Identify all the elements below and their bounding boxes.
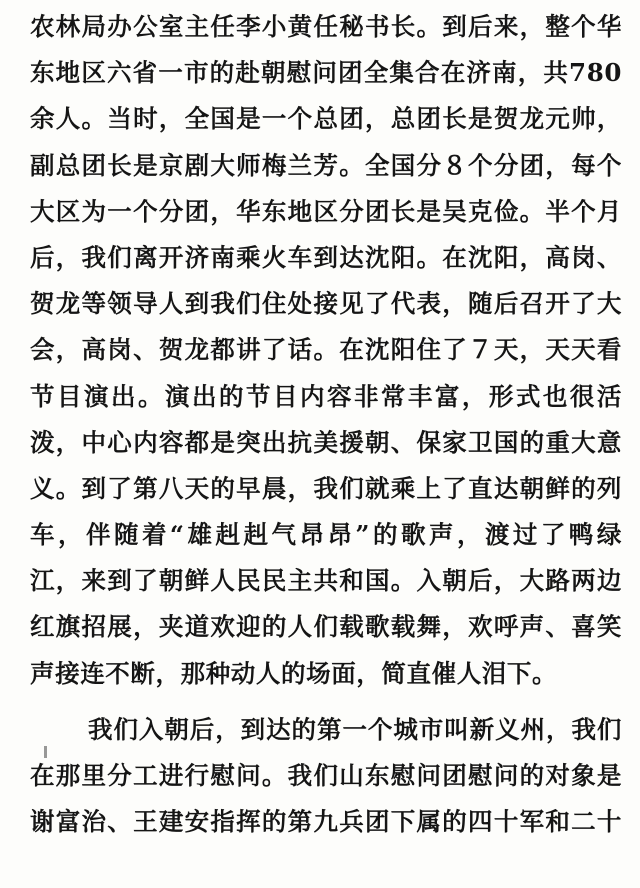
text-line: 会，高岗、贺龙都讲了话。在沈阳住了７天，天天看 xyxy=(30,335,622,365)
paragraph-2 xyxy=(30,707,622,846)
text-line: 我们入朝后，到达的第一个城市叫新义州，我们 xyxy=(88,714,622,744)
text-line: 副总团长是京剧大师梅兰芳。全国分８个分团，每个 xyxy=(30,150,622,180)
text-line: 泼，中心内容都是突出抗美援朝、保家卫国的重大意 xyxy=(30,427,622,457)
text-line: 余人。当时，全国是一个总团，总团长是贺龙元帅， xyxy=(30,104,622,134)
text-line: 东地区六省一市的赴朝慰问团全集合在济南，共780 xyxy=(30,58,622,88)
text-line: 江，来到了朝鲜人民民主共和国。入朝后，大路两边 xyxy=(30,566,622,596)
paragraph-1 xyxy=(30,4,622,697)
body-text xyxy=(30,4,622,845)
text-line: 大区为一个分团，华东地区分团长是吴克俭。半个月 xyxy=(30,196,622,226)
text-line: 后，我们离开济南乘火车到达沈阳。在沈阳，高岗、 xyxy=(30,242,622,272)
text-line: 义。到了第八天的早晨，我们就乘上了直达朝鲜的列 xyxy=(30,473,622,503)
text-line: 节目演出。演出的节目内容非常丰富，形式也很活 xyxy=(30,381,622,411)
text-line: 声接连不断，那种动人的场面，简直催人泪下。 xyxy=(30,658,558,688)
text-line: 谢富治、王建安指挥的第九兵团下属的四十军和二十 xyxy=(30,807,622,837)
paragraph-gap xyxy=(30,697,622,707)
text-line: 车，伴随着“雄赳赳气昂昂”的歌声，渡过了鸭绿 xyxy=(30,520,622,550)
text-line: 农林局办公室主任李小黄任秘书长。到后来，整个华 xyxy=(30,12,622,41)
text-line: 贺龙等领导人到我们住处接见了代表，随后召开了大 xyxy=(30,289,622,319)
text-line: 红旗招展，夹道欢迎的人们载歌载舞，欢呼声、喜笑 xyxy=(30,612,622,642)
text-line: 在那里分工进行慰问。我们山东慰问团慰问的对象是 xyxy=(30,761,622,790)
scan-speck xyxy=(44,746,47,758)
